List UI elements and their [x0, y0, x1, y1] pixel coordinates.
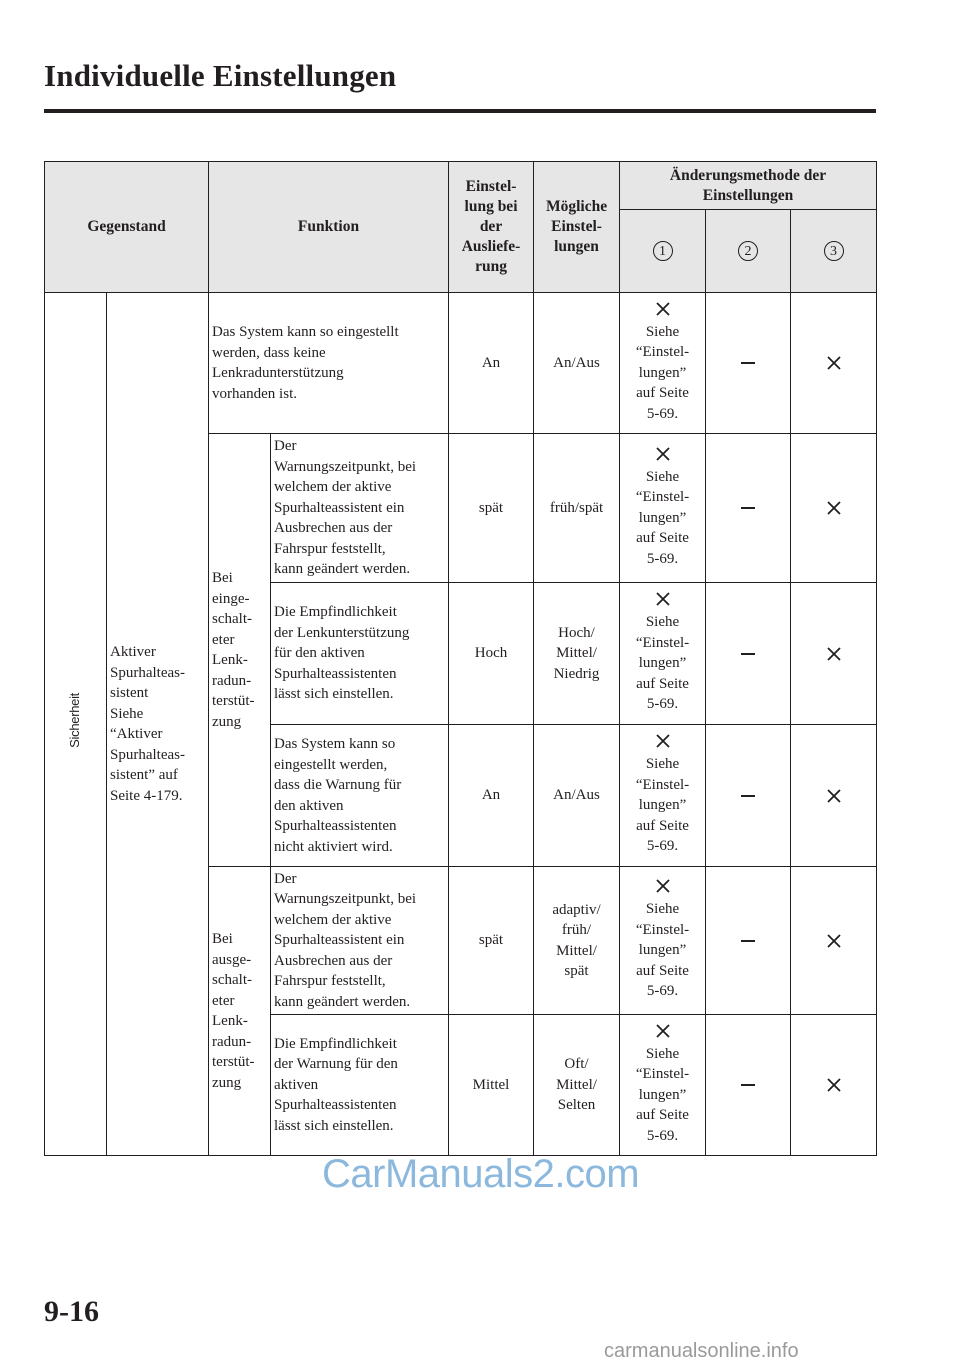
method-1-cell [620, 725, 706, 867]
default-cell: Mittel [449, 1015, 534, 1156]
circled-2-icon: 2 [738, 241, 758, 261]
default-cell: Hoch [449, 583, 534, 725]
function-cell: Das System kann so eingestellt werden, dass die Warnung für den aktiven Spurhalteassistenten nicht aktiviert wird. [271, 725, 449, 867]
options-cell: Hoch/ Mittel/ Niedrig [534, 583, 620, 725]
dash-icon [741, 940, 755, 942]
method-2-cell [706, 583, 791, 725]
subgroup-on-cell: Bei einge- schalt- eter Lenk- radun- terstüt- zung [209, 434, 271, 867]
method-1-cell [620, 867, 706, 1015]
dash-icon [741, 362, 755, 364]
subgroup-off-cell: Bei ausge- schalt- eter Lenk- radun- terstüt- zung [209, 867, 271, 1156]
footer-watermark: carmanualsonline.info [604, 1340, 799, 1362]
method-1-note: Siehe “Einstel- lungen” auf Seite 5-69. [635, 614, 690, 713]
function-cell: Der Warnungszeitpunkt, bei welchem der aktive Spurhalteassistent ein Ausbrechen aus der Fahrspur feststellt, kann geändert werden. [271, 867, 449, 1015]
method-2-cell [706, 1015, 791, 1156]
method-3-cell [791, 725, 877, 867]
default-cell: spät [449, 434, 534, 583]
title-divider [44, 109, 876, 113]
cross-icon [827, 501, 841, 515]
header-funktion: Funktion [209, 162, 449, 293]
function-cell: Das System kann so eingestellt werden, dass keine Lenkradunterstützung vorhanden ist. [209, 293, 449, 434]
method-3-cell [791, 434, 877, 583]
options-cell: An/Aus [534, 725, 620, 867]
circled-1-icon: 1 [653, 241, 673, 261]
dash-icon [741, 795, 755, 797]
circled-3-icon: 3 [824, 241, 844, 261]
default-cell: spät [449, 867, 534, 1015]
dash-icon [741, 653, 755, 655]
cross-icon [827, 356, 841, 370]
method-2-cell [706, 293, 791, 434]
function-cell: Der Warnungszeitpunkt, bei welchem der aktive Spurhalteassistent ein Ausbrechen aus der Fahrspur feststellt, kann geändert werden. [271, 434, 449, 583]
options-cell: An/Aus [534, 293, 620, 434]
category-cell [45, 293, 107, 1156]
method-1-note: Siehe “Einstel- lungen” auf Seite 5-69. [635, 323, 690, 422]
cross-icon [656, 879, 670, 893]
cross-icon [656, 302, 670, 316]
method-2-cell [706, 867, 791, 1015]
section-title: Individuelle Einstellungen [44, 58, 397, 93]
options-cell: adaptiv/ früh/ Mittel/ spät [534, 867, 620, 1015]
method-3-cell [791, 1015, 877, 1156]
header-auslieferung: Einstel- lung bei der Ausliefe- rung [449, 162, 534, 293]
cross-icon [656, 447, 670, 461]
method-2-cell [706, 725, 791, 867]
method-1-note: Siehe “Einstel- lungen” auf Seite 5-69. [635, 1045, 690, 1144]
method-3-cell [791, 293, 877, 434]
header-aenderungsmethode: Änderungsmethode der Einstellungen [620, 162, 877, 210]
method-1-note: Siehe “Einstel- lungen” auf Seite 5-69. [635, 468, 690, 567]
function-cell: Die Empfindlichkeit der Warnung für den aktiven Spurhalteassistenten lässt sich einstellen. [271, 1015, 449, 1156]
header-method-2 [706, 210, 791, 293]
header-method-1 [620, 210, 706, 293]
watermark: CarManuals2.com [322, 1152, 640, 1196]
table-row [45, 293, 877, 434]
dash-icon [741, 1084, 755, 1086]
default-cell: An [449, 293, 534, 434]
method-1-note: Siehe “Einstel- lungen” auf Seite 5-69. [635, 756, 690, 855]
cross-icon [827, 1078, 841, 1092]
method-1-cell [620, 434, 706, 583]
cross-icon [827, 647, 841, 661]
method-3-cell [791, 583, 877, 725]
cross-icon [827, 934, 841, 948]
method-3-cell [791, 867, 877, 1015]
header-method-3 [791, 210, 877, 293]
default-cell: An [449, 725, 534, 867]
options-cell: früh/spät [534, 434, 620, 583]
category-label: Sicherheit [67, 693, 83, 749]
item-cell: Aktiver Spurhalteas- sistent Siehe “Aktiver Spurhalteas- sistent” auf Seite 4-179. [107, 293, 209, 1156]
method-1-cell [620, 293, 706, 434]
cross-icon [656, 734, 670, 748]
page-number: 9-16 [44, 1295, 99, 1328]
method-1-cell [620, 583, 706, 725]
method-2-cell [706, 434, 791, 583]
cross-icon [656, 1024, 670, 1038]
method-1-note: Siehe “Einstel- lungen” auf Seite 5-69. [635, 901, 690, 1000]
header-gegenstand: Gegenstand [45, 162, 209, 293]
settings-table [44, 161, 877, 1156]
options-cell: Oft/ Mittel/ Selten [534, 1015, 620, 1156]
cross-icon [827, 789, 841, 803]
method-1-cell [620, 1015, 706, 1156]
dash-icon [741, 507, 755, 509]
header-moegliche-einstellungen: Mögliche Einstel- lungen [534, 162, 620, 293]
function-cell: Die Empfindlichkeit der Lenkunterstützung für den aktiven Spurhalteassistenten lässt sich einstellen. [271, 583, 449, 725]
cross-icon [656, 592, 670, 606]
